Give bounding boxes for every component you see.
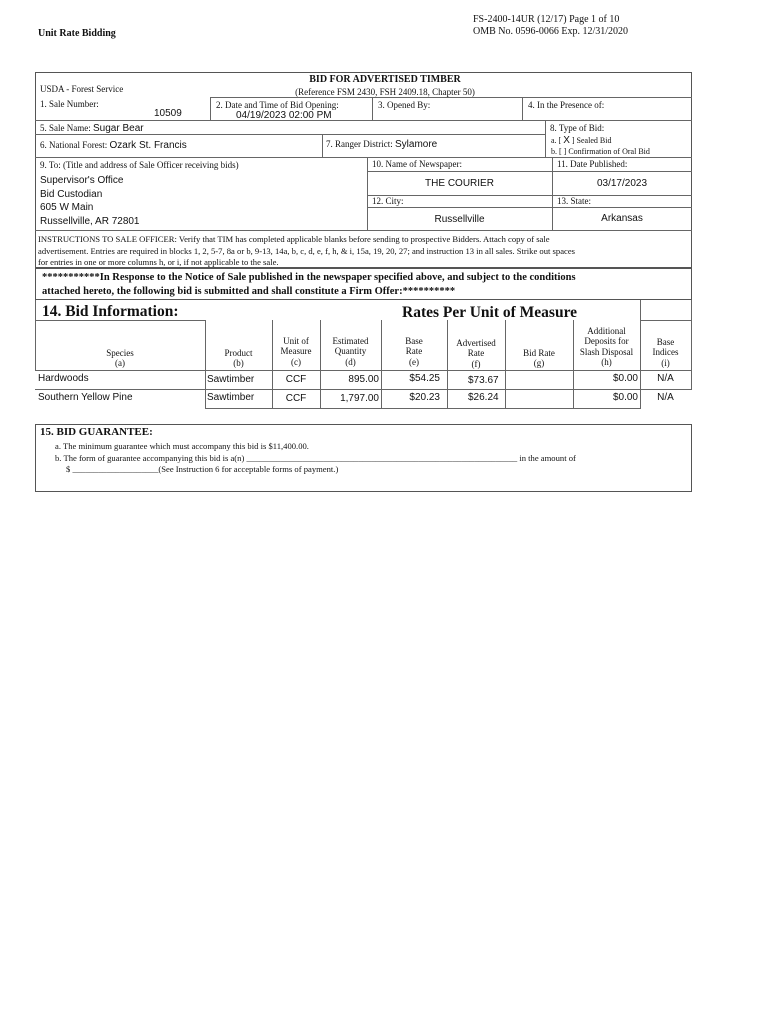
bid-type-oral[interactable]: b. [ ] Confirmation of Oral Bid: [551, 146, 650, 156]
bid-type-sealed[interactable]: [551, 135, 650, 147]
instructions-line: for entries in one or more columns h, or i, if not applicable to the sale.: [38, 257, 279, 267]
base-indices-cell: N/A: [657, 392, 674, 403]
date-published-value: 03/17/2023: [596, 178, 648, 189]
bid-type-label: 8. Type of Bid:: [550, 123, 605, 133]
header-line: Additional: [587, 326, 626, 336]
firm-offer-line: attached hereto, the following bid is submitted and shall constitute a Firm Offer:**********: [42, 286, 456, 297]
table-row: [0, 373, 700, 389]
agency-label: USDA - Forest Service: [40, 84, 124, 94]
header-line: (c): [291, 356, 301, 367]
newspaper-value: THE COURIER: [425, 178, 494, 189]
header-line: Rate: [467, 348, 485, 359]
column-header-advertised-rate: [447, 338, 505, 369]
header-line: Unit of: [283, 336, 309, 346]
state-value: Arkansas: [601, 213, 643, 224]
city-label: 12. City:: [372, 196, 404, 206]
address-line: Supervisor's Office: [40, 175, 124, 186]
omb-number-line: OMB No. 0596-0066 Exp. 12/31/2020: [473, 25, 628, 37]
advertised-rate-cell: $73.67: [468, 375, 499, 386]
national-forest-label: 6. National Forest:: [40, 140, 108, 150]
slash-deposit-cell: $0.00: [612, 392, 638, 403]
national-forest-value: Ozark St. Francis: [109, 140, 187, 151]
bid-opening-value: 04/19/2023 02:00 PM: [236, 110, 332, 121]
header-line: Quantity: [334, 346, 367, 357]
column-header-species: [35, 348, 205, 369]
column-header-base-indices: [640, 337, 691, 368]
column-header-unit: [272, 336, 320, 367]
header-line: Bid Rate: [523, 348, 555, 358]
header-line: (a): [115, 358, 125, 369]
state-label: 13. State:: [557, 196, 591, 206]
send-to-label: 9. To: (Title and address of Sale Officer receiving bids): [40, 160, 239, 170]
header-line: Species: [106, 348, 134, 358]
instructions-line: advertisement. Entries are required in blocks 1, 2, 5-7, 8a or b, 9-13, 14a, b, c, d, e, f, h, & i, 15a, 19, 20, 27; and instruction 13 in all sales. Strike out spaces: [38, 245, 575, 256]
address-line: Bid Custodian: [40, 188, 103, 200]
species-cell: Southern Yellow Pine: [38, 392, 133, 403]
product-cell: Sawtimber: [207, 374, 255, 385]
form-reference: (Reference FSM 2430, FSH 2409.18, Chapter 50): [295, 87, 475, 97]
sale-number-value: 10509: [154, 108, 182, 119]
header-line: Deposits for: [584, 336, 629, 347]
sealed-bid-checkmark: X: [563, 135, 570, 146]
form-number-line: FS-2400-14UR (12/17) Page 1 of 10: [473, 14, 620, 25]
city-value: Russellville: [434, 214, 485, 225]
minimum-guarantee-line: a. The minimum guarantee which must accompany this bid is $11,400.00.: [55, 441, 309, 451]
sale-officer-address: [40, 174, 140, 228]
unit-cell: CCF: [285, 393, 307, 404]
form-title: BID FOR ADVERTISED TIMBER: [309, 74, 461, 85]
guarantee-form-line[interactable]: b. The form of guarantee accompanying this bid is a(n) _______________________________________________________________ in the amount of: [55, 452, 576, 463]
header-line: (e): [409, 356, 419, 367]
presence-label: 4. In the Presence of:: [528, 100, 605, 110]
species-cell: Hardwoods: [38, 373, 89, 384]
opened-by-label: 3. Opened By:: [378, 100, 431, 110]
unit-cell: CCF: [285, 374, 307, 385]
bid-type-a-prefix: a. [: [551, 136, 562, 145]
header-line: (d): [345, 356, 356, 367]
sale-name-label-text: 5. Sale Name:: [40, 123, 91, 133]
slash-deposit-cell: $0.00: [612, 373, 638, 384]
sale-name-value: Sugar Bear: [93, 123, 144, 134]
ranger-district-label: 7. Ranger District:: [326, 139, 393, 149]
address-line: Russellville, AR 72801: [40, 215, 140, 227]
newspaper-label: 10. Name of Newspaper:: [372, 159, 462, 169]
sale-number-label: 1. Sale Number:: [40, 99, 99, 109]
header-line: Advertised: [456, 338, 496, 348]
header-line: Base: [656, 337, 675, 347]
column-header-product: [205, 348, 272, 369]
ranger-district: [326, 139, 437, 150]
bid-type-a-text: ] Sealed Bid: [571, 136, 612, 145]
firm-offer-line: ***********In Response to the Notice of Sale published in the newspaper specified above, and subject to the conditions: [42, 272, 576, 283]
column-header-quantity: [320, 336, 381, 367]
column-header-base-rate: [381, 336, 447, 367]
instructions-to-sale-officer: [38, 234, 575, 269]
bid-information-title: 14. Bid Information:: [42, 303, 179, 320]
sale-name-label: [40, 123, 144, 134]
national-forest: [40, 140, 187, 151]
header-line: (h): [601, 357, 612, 368]
ranger-district-value: Sylamore: [395, 139, 438, 150]
bid-guarantee-text: [55, 441, 576, 476]
header-line: Rate: [405, 346, 423, 357]
form-number: [473, 14, 628, 37]
header-line: Product: [224, 348, 253, 358]
rates-per-unit-title: Rates Per Unit of Measure: [402, 304, 578, 321]
header-line: Slash Disposal: [579, 346, 634, 357]
base-indices-cell: N/A: [657, 373, 674, 384]
header-line: (b): [233, 358, 244, 369]
document-title: Unit Rate Bidding: [38, 28, 116, 39]
base-rate-cell: $54.25: [409, 373, 440, 384]
date-published-label: 11. Date Published:: [557, 159, 628, 169]
header-line: (i): [661, 357, 670, 368]
advertised-rate-cell: $26.24: [468, 392, 499, 403]
header-line: (f): [471, 358, 481, 369]
header-line: (g): [533, 358, 545, 369]
header-line: Estimated: [332, 336, 369, 346]
bid-type-options: [551, 135, 650, 156]
address-line: 605 W Main: [40, 202, 94, 213]
column-header-bid-rate: [505, 348, 573, 369]
quantity-cell: 895.00: [348, 374, 379, 385]
firm-offer-statement: [42, 271, 576, 299]
guarantee-amount-line[interactable]: $ ____________________(See Instruction 6 for acceptable forms of payment.): [66, 464, 339, 474]
header-line: Base: [405, 336, 423, 346]
bid-opening-label: 2. Date and Time of Bid Opening:: [216, 100, 339, 110]
base-rate-cell: $20.23: [409, 392, 440, 403]
header-line: Indices: [652, 347, 679, 358]
column-header-slash-deposits: [573, 326, 640, 367]
bid-guarantee-title: 15. BID GUARANTEE:: [40, 426, 153, 438]
quantity-cell: 1,797.00: [340, 393, 379, 404]
product-cell: Sawtimber: [207, 392, 255, 403]
header-line: Measure: [280, 346, 312, 357]
instructions-line: INSTRUCTIONS TO SALE OFFICER: Verify that TIM has completed applicable blanks before sending to prospective Bidders. Attach copy of sale: [38, 234, 550, 244]
table-row: [0, 392, 700, 408]
